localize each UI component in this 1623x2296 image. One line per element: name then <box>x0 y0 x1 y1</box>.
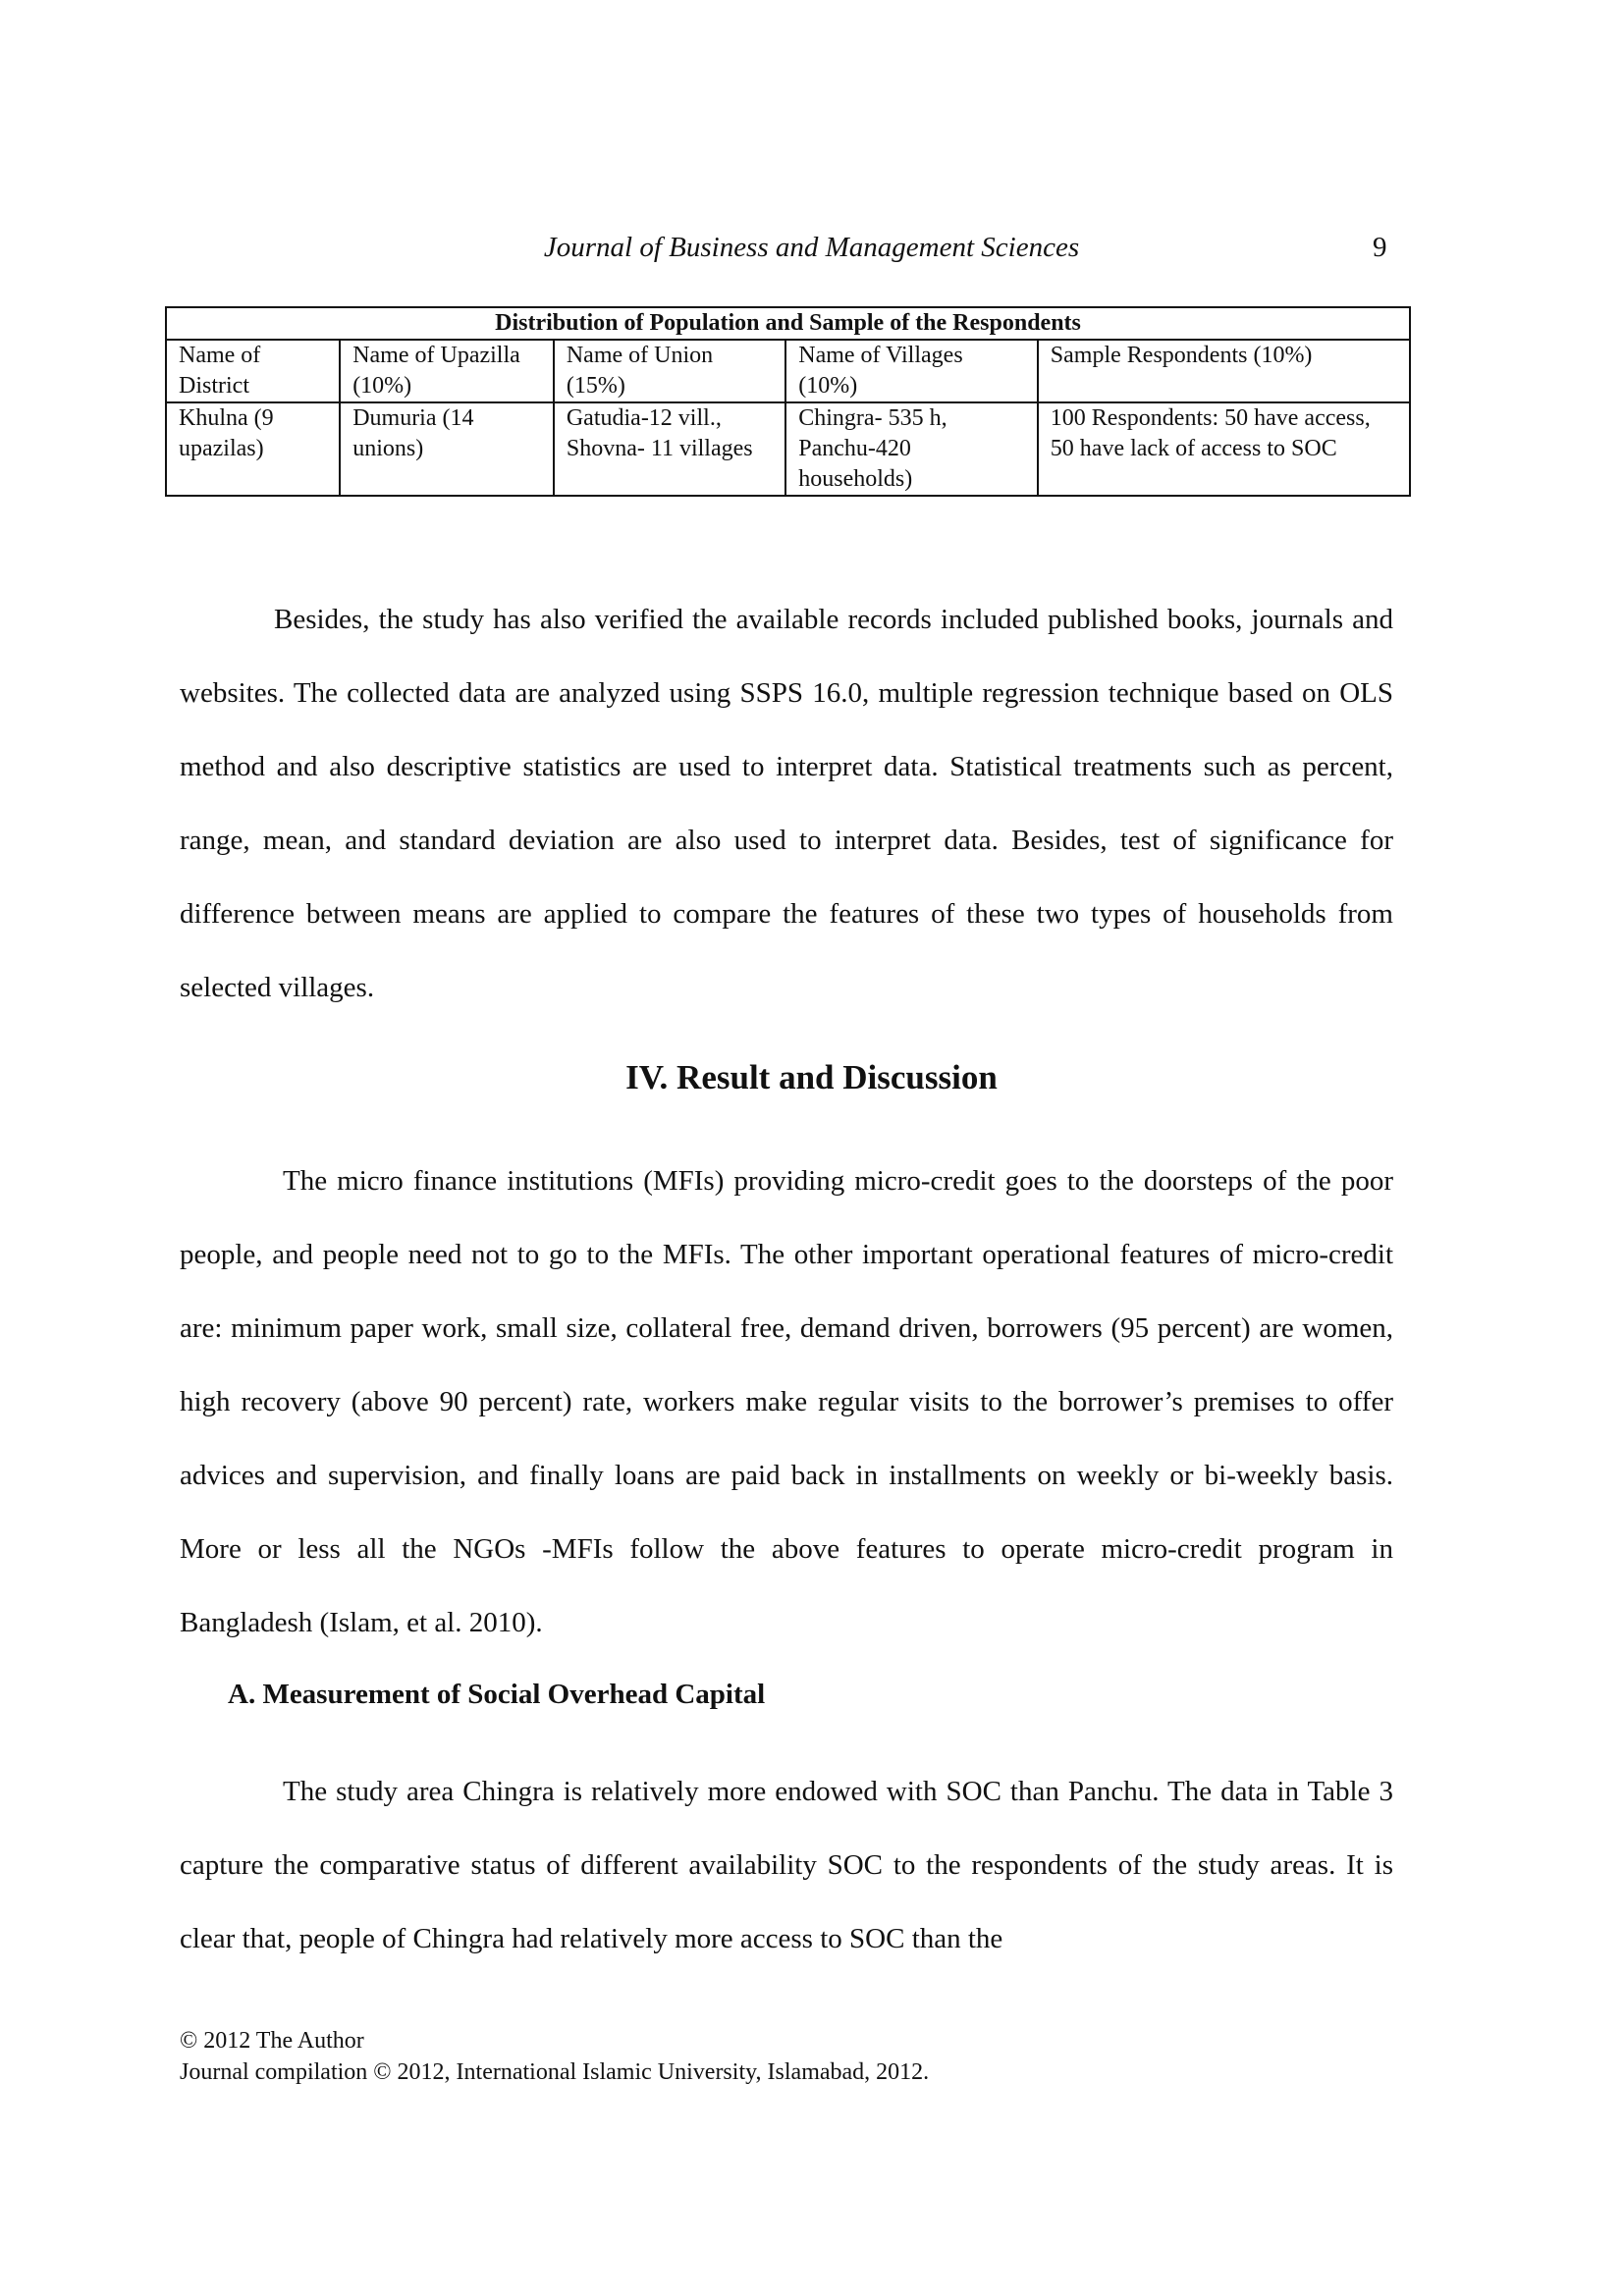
table-cell: Gatudia-12 vill., Shovna- 11 villages <box>554 402 785 496</box>
distribution-table <box>165 306 1411 497</box>
paragraph-text: Besides, the study has also verified the available records included published books, journals and websites. The collected data are analyzed using SSPS 16.0, multiple regression technique based on OLS method and also descriptive statistics are used to interpret data. Statistical treatments such as percent, range, mean, and standard deviation are also used to interpret data. Besides, test of significance for difference between means are applied to compare the features of these two types of households from selected villages. <box>180 604 1393 1003</box>
compilation-line: Journal compilation © 2012, International Islamic University, Islamabad, 2012. <box>180 2059 930 2085</box>
table-cell: Chingra- 535 h, Panchu-420 households) <box>785 402 1038 496</box>
paragraph-text: The micro finance institutions (MFIs) providing micro-credit goes to the doorsteps of the poor people, and people need not to go to the MFIs. The other important operational features of micro-credit are: minimum paper work, small size, collateral free, demand driven, borrowers (95 percent) are women, high recovery (above 90 percent) rate, workers make regular visits to the borrower’s premises to offer advices and supervision, and finally loans are paid back in installments on weekly or bi-weekly basis. More or less all the NGOs -MFIs follow the above features to operate micro-credit program in Bangladesh (Islam, et al. 2010). <box>180 1165 1393 1638</box>
section-heading: IV. Result and Discussion <box>625 1058 998 1096</box>
table-header-row <box>166 340 1410 402</box>
table-row <box>166 402 1410 496</box>
column-header: Sample Respondents (10%) <box>1038 340 1410 402</box>
table-cell: Dumuria (14 unions) <box>340 402 554 496</box>
table-caption-row <box>166 307 1410 340</box>
column-header: Name of Villages (10%) <box>785 340 1038 402</box>
page-number: 9 <box>1373 232 1387 263</box>
column-header: Name of Union (15%) <box>554 340 785 402</box>
copyright-line: © 2012 The Author <box>180 2028 364 2054</box>
page-footer <box>180 2025 929 2088</box>
table-caption: Distribution of Population and Sample of the Respondents <box>166 307 1410 340</box>
table-cell: 100 Respondents: 50 have access, 50 have lack of access to SOC <box>1038 402 1410 496</box>
running-header <box>0 232 1623 271</box>
paragraph-mfi <box>180 1145 1393 1660</box>
subsection-heading: A. Measurement of Social Overhead Capital <box>228 1679 766 1710</box>
journal-title: Journal of Business and Management Sciences <box>543 232 1080 263</box>
paragraph-methods <box>180 583 1393 1025</box>
column-header: Name of Upazilla (10%) <box>340 340 554 402</box>
column-header: Name of District <box>166 340 340 402</box>
paragraph-text: The study area Chingra is relatively more endowed with SOC than Panchu. The data in Table 3 capture the comparative status of different availability SOC to the respondents of the study areas. It is clear that, people of Chingra had relatively more access to SOC than the <box>180 1776 1393 1954</box>
paragraph-soc <box>180 1755 1393 1976</box>
table-cell: Khulna (9 upazilas) <box>166 402 340 496</box>
